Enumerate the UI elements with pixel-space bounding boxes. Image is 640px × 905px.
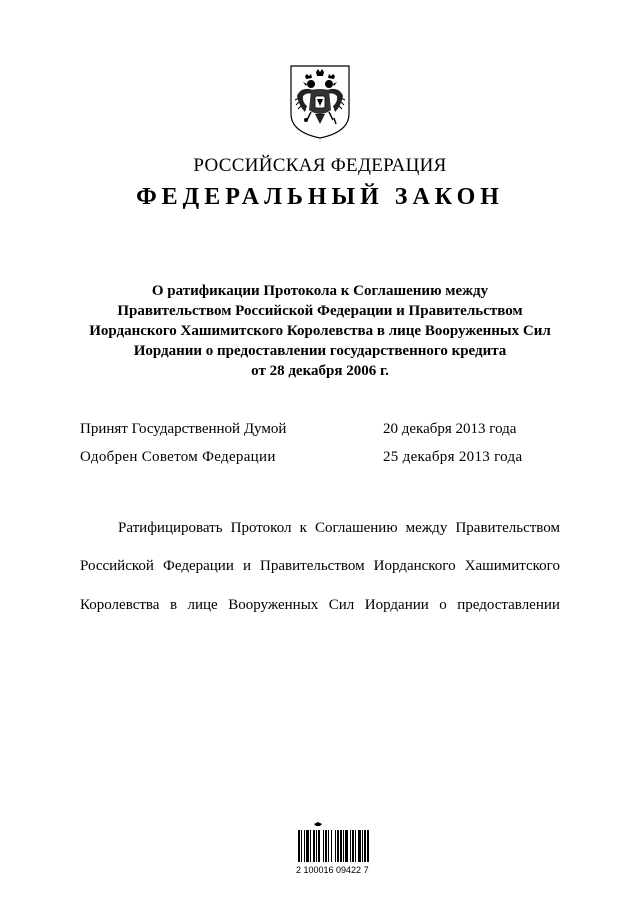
body-word: Правительством [455, 520, 560, 536]
barcode-bar [350, 830, 351, 862]
body-word: Вооруженных [228, 597, 319, 613]
barcode-bar [298, 830, 300, 862]
duma-adoption-label: Принят Государственной Думой [80, 421, 287, 437]
law-title [60, 281, 580, 381]
body-text-line-2 [80, 558, 560, 575]
body-word: предоставлении [457, 597, 560, 613]
barcode-icon [296, 820, 386, 864]
law-title-line: от 28 декабря 2006 г. [251, 363, 389, 379]
body-word: к [299, 520, 307, 536]
body-word: Иорданского [373, 558, 456, 574]
emblem [287, 62, 353, 140]
russian-coat-of-arms-icon [287, 62, 353, 140]
body-text-line-1 [118, 520, 560, 537]
body-word: между [405, 520, 448, 536]
barcode-bar [335, 830, 336, 862]
barcode-bar [310, 830, 311, 862]
body-word: Королевства [80, 597, 160, 613]
body-word: лице [187, 597, 218, 613]
barcode-bar [331, 830, 332, 862]
council-approval-date: 25 декабря 2013 года [383, 449, 523, 465]
body-word: Хашимитского [464, 558, 560, 574]
duma-adoption-date: 20 декабря 2013 года [383, 421, 517, 437]
barcode-bar [345, 830, 348, 862]
law-title-line: Иорданского Хашимитского Королевства в лице Вооруженных Сил [89, 323, 551, 339]
body-word: Ратифицировать [118, 520, 223, 536]
barcode-bar [337, 830, 339, 862]
body-word: в [169, 597, 178, 613]
body-text-line-3 [80, 597, 560, 614]
body-word: Протокол [230, 520, 292, 536]
document-type: ФЕДЕРАЛЬНЫЙ ЗАКОН [136, 184, 504, 210]
barcode-number: 2 100016 09422 7 [296, 865, 369, 875]
barcode-bar [304, 830, 305, 862]
council-approval-label: Одобрен Советом Федерации [80, 449, 276, 465]
barcode-bar [301, 830, 302, 862]
body-word: о [439, 597, 447, 613]
barcode-bar [313, 830, 315, 862]
barcode-bar [328, 830, 329, 862]
barcode-bar [362, 830, 363, 862]
body-word: Иордании [364, 597, 429, 613]
law-title-line: О ратификации Протокола к Соглашению между [151, 283, 489, 299]
barcode-bar [318, 830, 320, 862]
barcode-bar [325, 830, 327, 862]
law-title-line: Иордании о предоставлении государственного кредита [133, 343, 507, 359]
body-word: Соглашению [315, 520, 398, 536]
barcode-bar [364, 830, 366, 862]
barcode-bar [358, 830, 361, 862]
body-word: и [242, 558, 251, 574]
body-word: Российской [80, 558, 154, 574]
body-word: Федерации [163, 558, 234, 574]
barcode-bar [367, 830, 369, 862]
barcode-bar [306, 830, 309, 862]
body-word: Сил [328, 597, 355, 613]
country-name: РОССИЙСКАЯ ФЕДЕРАЦИЯ [193, 155, 447, 176]
body-word: Правительством [260, 558, 365, 574]
barcode-bar [355, 830, 356, 862]
barcode [296, 820, 386, 880]
barcode-bar [352, 830, 354, 862]
law-title-line: Правительством Российской Федерации и Правительством [117, 303, 523, 319]
barcode-bar [323, 830, 324, 862]
barcode-mark [314, 822, 322, 826]
barcode-bar [316, 830, 317, 862]
barcode-bar [340, 830, 342, 862]
barcode-bar [343, 830, 344, 862]
